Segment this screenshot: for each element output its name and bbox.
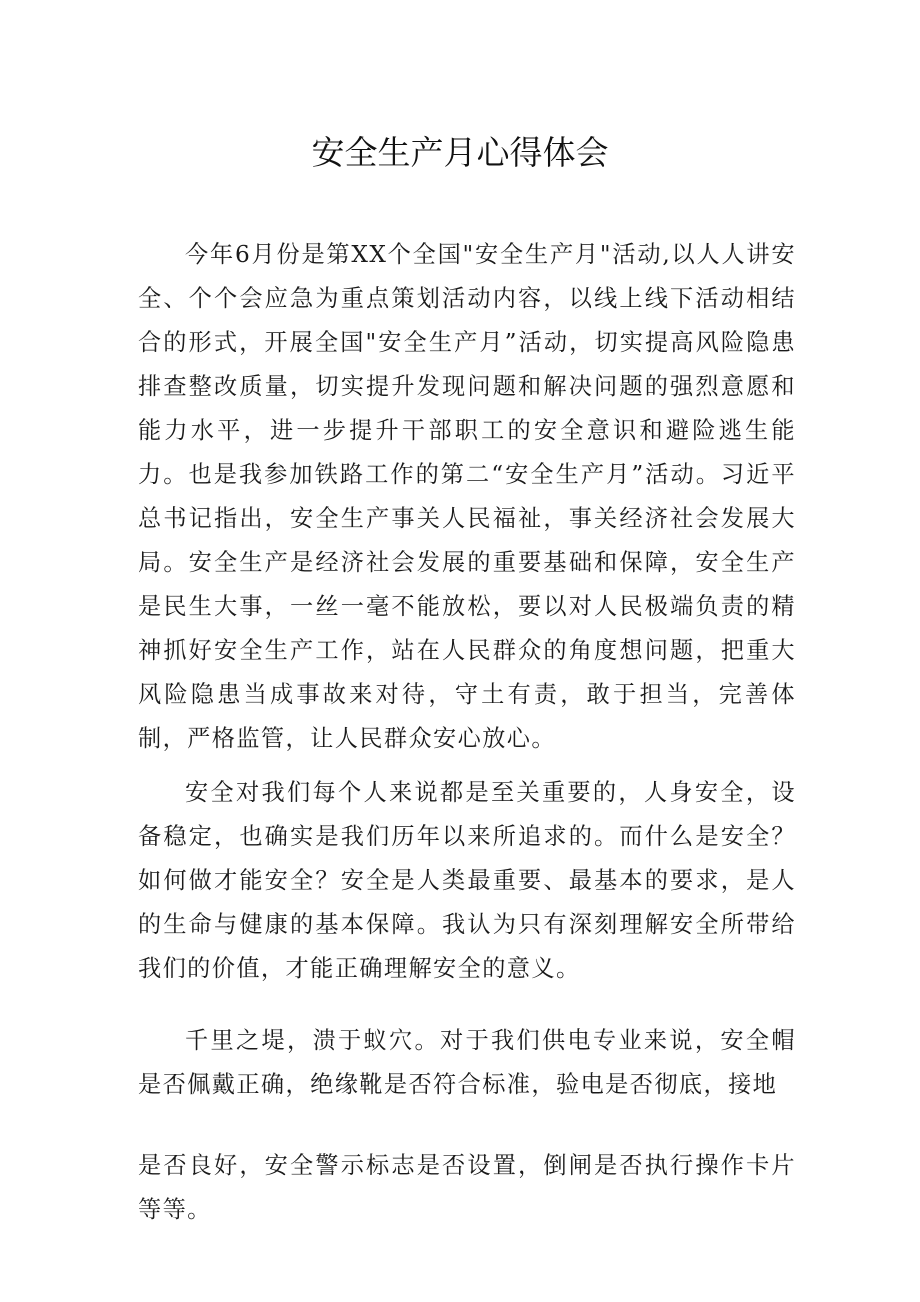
paragraph-4: 是否良好，安全警示标志是否设置，倒闸是否执行操作卡片等等。 [138,1152,796,1223]
document-title: 安全生产月心得体会 [311,133,609,172]
paragraph-3: 千里之堤，溃于蚁穴。对于我们供电专业来说，安全帽是否佩戴正确，绝缘靴是否符合标准，验电是否彻底，接地 [138,1027,796,1098]
paragraph-2: 安全对我们每个人来说都是至关重要的，人身安全，设备稳定，也确实是我们历年以来所追求的。而什么是安全？如何做才能安全？安全是人类最重要、最基本的要求，是人的生命与健康的基本保障。我认为只有深刻理解安全所带给我们的价值，才能正确理解安全的意义。 [138,779,796,982]
paragraph-1: 今年6月份是第XX个全国"安全生产月"活动,以人人讲安全、个个会应急为重点策划活动内容，以线上线下活动相结合的形式，开展全国"安全生产月”活动，切实提高风险隐患排查整改质量，切实提升发现问题和解决问题的强烈意愿和能力水平，进一步提升干部职工的安全意识和避险逃生能力。也是我参加铁路工作的第二“安全生产月”活动。习近平总书记指出，安全生产事关人民福祉，事关经济社会发展大局。安全生产是经济社会发展的重要基础和保障，安全生产是民生大事，一丝一毫不能放松，要以对人民极端负责的精神抓好安全生产工作，站在人民群众的角度想问题，把重大风险隐患当成事故来对待，守土有责，敢于担当，完善体制，严格监管，让人民群众安心放心。 [138,241,796,752]
